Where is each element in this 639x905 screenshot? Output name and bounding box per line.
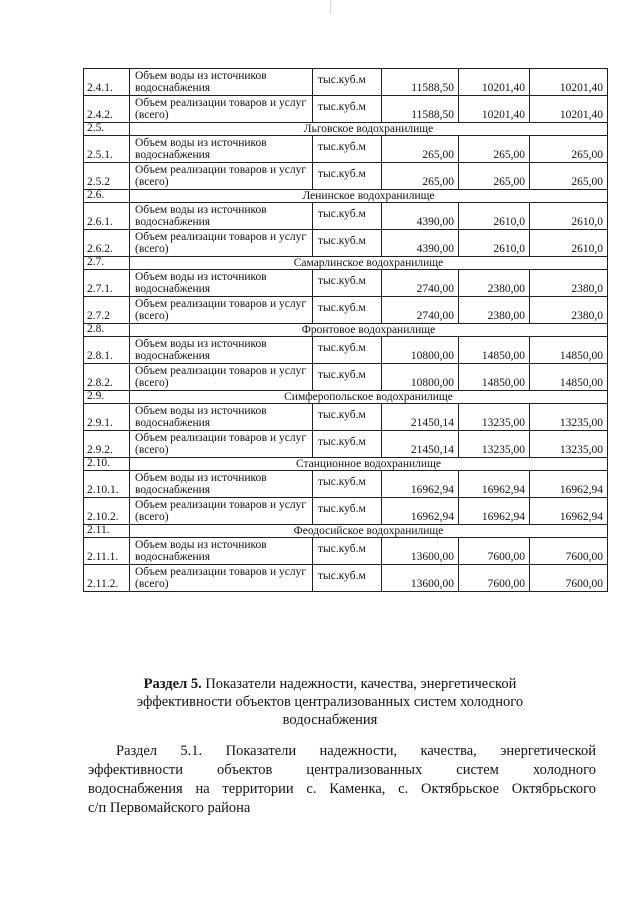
table-row xyxy=(84,538,608,565)
table-row xyxy=(84,404,608,431)
value-col-1: 16962,94 xyxy=(382,471,459,498)
indicator-name: Объем воды из источников водоснабжения xyxy=(130,538,313,565)
indicator-name: Объем реализации товаров и услуг (всего) xyxy=(130,431,313,458)
value-col-1: 10800,00 xyxy=(382,364,459,391)
section-title: Самарлинское водохранилище xyxy=(130,257,608,270)
value-col-2: 7600,00 xyxy=(459,565,530,592)
indicator-name: Объем воды из источников водоснабжения xyxy=(130,203,313,230)
table-row xyxy=(84,498,608,525)
row-number: 2.10. xyxy=(84,458,130,471)
paragraph-line-2: эффективности объектов централизованных систем холодного xyxy=(88,762,596,778)
indicator-name: Объем воды из источников водоснабжения xyxy=(130,471,313,498)
unit-cell: тыс.куб.м xyxy=(313,297,382,324)
row-number: 2.5.2 xyxy=(84,163,130,190)
value-col-2: 16962,94 xyxy=(459,471,530,498)
value-col-3: 16962,94 xyxy=(530,498,608,525)
value-col-3: 2610,0 xyxy=(530,230,608,257)
unit-cell: тыс.куб.м xyxy=(313,404,382,431)
unit-cell: тыс.куб.м xyxy=(313,431,382,458)
table-row xyxy=(84,431,608,458)
indicator-name: Объем реализации товаров и услуг (всего) xyxy=(130,565,313,592)
row-number: 2.5. xyxy=(84,123,130,136)
indicator-name: Объем реализации товаров и услуг (всего) xyxy=(130,498,313,525)
value-col-2: 7600,00 xyxy=(459,538,530,565)
value-col-1: 13600,00 xyxy=(382,538,459,565)
paragraph-line-4: с/п Первомайского района xyxy=(88,800,251,816)
value-col-2: 265,00 xyxy=(459,163,530,190)
value-col-2: 265,00 xyxy=(459,136,530,163)
table-row xyxy=(84,297,608,324)
section-heading-text: Показатели надежности, качества, энергетической эффективности объектов централизованных систем холодного водоснабжения xyxy=(136,676,524,728)
value-col-3: 13235,00 xyxy=(530,404,608,431)
indicator-name: Объем реализации товаров и услуг (всего) xyxy=(130,96,313,123)
unit-cell: тыс.куб.м xyxy=(313,471,382,498)
section-heading xyxy=(110,675,550,729)
value-col-1: 2740,00 xyxy=(382,270,459,297)
unit-cell: тыс.куб.м xyxy=(313,364,382,391)
table-row xyxy=(84,96,608,123)
section-title: Ленинское водохранилище xyxy=(130,190,608,203)
table-row xyxy=(84,270,608,297)
value-col-2: 2380,00 xyxy=(459,297,530,324)
table-row xyxy=(84,203,608,230)
row-number: 2.7.2 xyxy=(84,297,130,324)
row-number: 2.9.2. xyxy=(84,431,130,458)
value-col-1: 4390,00 xyxy=(382,203,459,230)
section-title: Льговское водохранилище xyxy=(130,123,608,136)
value-col-3: 2380,0 xyxy=(530,297,608,324)
unit-cell: тыс.куб.м xyxy=(313,203,382,230)
indicator-name: Объем реализации товаров и услуг (всего) xyxy=(130,230,313,257)
water-volume-table xyxy=(83,68,608,592)
row-number: 2.6.1. xyxy=(84,203,130,230)
unit-cell: тыс.куб.м xyxy=(313,498,382,525)
section-heading-label: Раздел 5. xyxy=(143,676,202,692)
value-col-3: 2610,0 xyxy=(530,203,608,230)
unit-cell: тыс.куб.м xyxy=(313,337,382,364)
value-col-2: 13235,00 xyxy=(459,431,530,458)
section-title: Симферопольское водохранилище xyxy=(130,391,608,404)
indicator-name: Объем воды из источников водоснабжения xyxy=(130,270,313,297)
value-col-3: 265,00 xyxy=(530,136,608,163)
value-col-1: 21450,14 xyxy=(382,404,459,431)
table-row xyxy=(84,230,608,257)
value-col-2: 10201,40 xyxy=(459,96,530,123)
table-section-row xyxy=(84,391,608,404)
paragraph-line-3: водоснабжения на территории с. Каменка, с. Октябрьское Октябрьского xyxy=(88,781,596,797)
unit-cell: тыс.куб.м xyxy=(313,136,382,163)
table-row xyxy=(84,69,608,96)
value-col-3: 265,00 xyxy=(530,163,608,190)
row-number: 2.11.2. xyxy=(84,565,130,592)
value-col-2: 2380,00 xyxy=(459,270,530,297)
unit-cell: тыс.куб.м xyxy=(313,230,382,257)
section-title: Станционное водохранилище xyxy=(130,458,608,471)
table-row xyxy=(84,471,608,498)
row-number: 2.11. xyxy=(84,525,130,538)
table-section-row xyxy=(84,458,608,471)
row-number: 2.11.1. xyxy=(84,538,130,565)
unit-cell: тыс.куб.м xyxy=(313,538,382,565)
value-col-1: 13600,00 xyxy=(382,565,459,592)
value-col-3: 16962,94 xyxy=(530,471,608,498)
table-row xyxy=(84,337,608,364)
unit-cell: тыс.куб.м xyxy=(313,565,382,592)
unit-cell: тыс.куб.м xyxy=(313,69,382,96)
value-col-1: 21450,14 xyxy=(382,431,459,458)
indicator-name: Объем реализации товаров и услуг (всего) xyxy=(130,163,313,190)
table-section-row xyxy=(84,525,608,538)
value-col-3: 14850,00 xyxy=(530,364,608,391)
indicator-name: Объем воды из источников водоснабжения xyxy=(130,69,313,96)
value-col-1: 2740,00 xyxy=(382,297,459,324)
value-col-3: 10201,40 xyxy=(530,69,608,96)
row-number: 2.6.2. xyxy=(84,230,130,257)
section-title: Феодосийское водохранилище xyxy=(130,525,608,538)
value-col-2: 13235,00 xyxy=(459,404,530,431)
row-number: 2.9. xyxy=(84,391,130,404)
section-title: Фронтовое водохранилище xyxy=(130,324,608,337)
row-number: 2.7. xyxy=(84,257,130,270)
value-col-1: 16962,94 xyxy=(382,498,459,525)
value-col-2: 2610,0 xyxy=(459,203,530,230)
table-body xyxy=(84,69,608,592)
value-col-3: 13235,00 xyxy=(530,431,608,458)
value-col-3: 10201,40 xyxy=(530,96,608,123)
table-row xyxy=(84,136,608,163)
paragraph-line-1: Раздел 5.1. Показатели надежности, качества, энергетической xyxy=(116,743,596,759)
table-row xyxy=(84,565,608,592)
value-col-1: 4390,00 xyxy=(382,230,459,257)
value-col-3: 14850,00 xyxy=(530,337,608,364)
value-col-3: 7600,00 xyxy=(530,565,608,592)
table-section-row xyxy=(84,257,608,270)
table-section-row xyxy=(84,190,608,203)
section-paragraph xyxy=(88,742,596,818)
value-col-1: 11588,50 xyxy=(382,69,459,96)
row-number: 2.4.1. xyxy=(84,69,130,96)
row-number: 2.8.1. xyxy=(84,337,130,364)
row-number: 2.4.2. xyxy=(84,96,130,123)
row-number: 2.10.2. xyxy=(84,498,130,525)
row-number: 2.9.1. xyxy=(84,404,130,431)
value-col-1: 265,00 xyxy=(382,163,459,190)
table-row xyxy=(84,163,608,190)
indicator-name: Объем воды из источников водоснабжения xyxy=(130,337,313,364)
unit-cell: тыс.куб.м xyxy=(313,270,382,297)
indicator-name: Объем воды из источников водоснабжения xyxy=(130,136,313,163)
indicator-name: Объем реализации товаров и услуг (всего) xyxy=(130,364,313,391)
indicator-name: Объем воды из источников водоснабжения xyxy=(130,404,313,431)
row-number: 2.6. xyxy=(84,190,130,203)
value-col-2: 2610,0 xyxy=(459,230,530,257)
scan-edge-mark xyxy=(330,0,331,14)
unit-cell: тыс.куб.м xyxy=(313,96,382,123)
unit-cell: тыс.куб.м xyxy=(313,163,382,190)
table-section-row xyxy=(84,324,608,337)
value-col-1: 10800,00 xyxy=(382,337,459,364)
value-col-3: 2380,0 xyxy=(530,270,608,297)
row-number: 2.8.2. xyxy=(84,364,130,391)
value-col-2: 16962,94 xyxy=(459,498,530,525)
value-col-1: 265,00 xyxy=(382,136,459,163)
indicator-name: Объем реализации товаров и услуг (всего) xyxy=(130,297,313,324)
table-section-row xyxy=(84,123,608,136)
value-col-1: 11588,50 xyxy=(382,96,459,123)
row-number: 2.7.1. xyxy=(84,270,130,297)
value-col-2: 10201,40 xyxy=(459,69,530,96)
row-number: 2.10.1. xyxy=(84,471,130,498)
value-col-2: 14850,00 xyxy=(459,364,530,391)
row-number: 2.8. xyxy=(84,324,130,337)
value-col-2: 14850,00 xyxy=(459,337,530,364)
table-row xyxy=(84,364,608,391)
value-col-3: 7600,00 xyxy=(530,538,608,565)
row-number: 2.5.1. xyxy=(84,136,130,163)
